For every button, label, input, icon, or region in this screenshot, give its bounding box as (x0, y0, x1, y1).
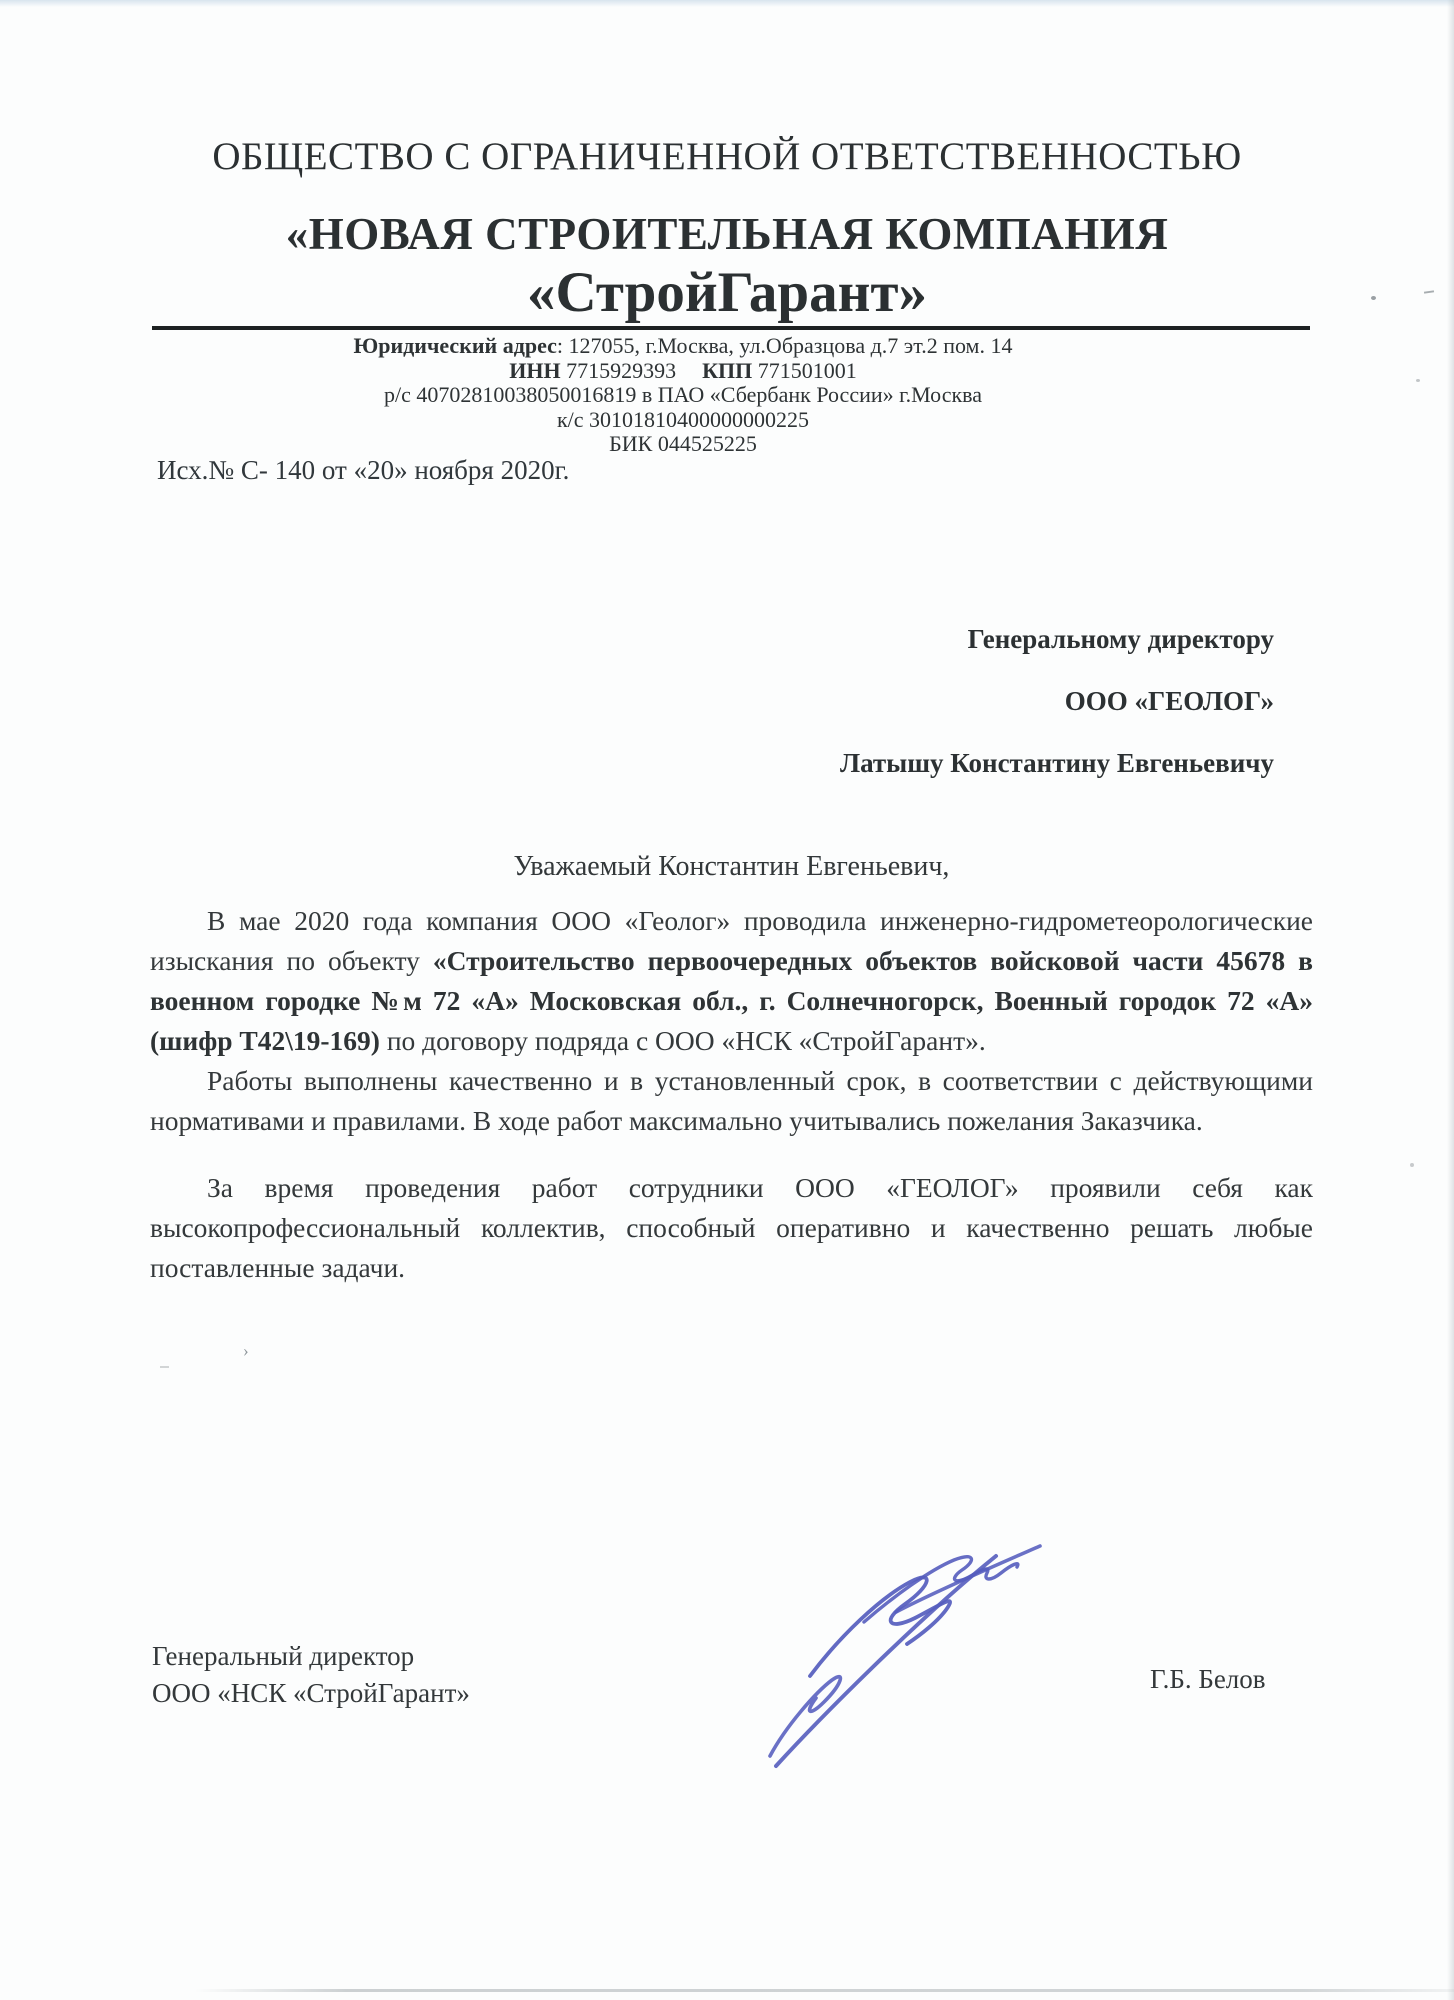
p1-bold-object-name: «Строительство первоочередных объектов войсковой части 45678 в военном городке №м 72 «А» Московская обл., г. Солнечногорск, Военный городок 72 «А» (шифр Т42\19-169) (150, 945, 1313, 1056)
addressee-block (840, 608, 1274, 794)
scan-speck (1424, 290, 1434, 293)
addressee-position: Генеральному директору (967, 624, 1274, 654)
p1-regular-start: В мае 2020 года компания ООО «Геолог» проводила инженерно-гидрометеорологические изыскания по объекту (150, 905, 1313, 976)
scan-artifact-right-edge (1447, 0, 1454, 2000)
outgoing-number-line: Исх.№ С- 140 от «20» ноября 2020г. (157, 455, 570, 485)
inn-kpp-line (93, 359, 1273, 384)
scan-artifact-top-edge (0, 0, 1454, 7)
body-paragraph-3: За время проведения работ сотрудники ООО «ГЕОЛОГ» проявили себя как высокопрофессиональный коллектив, способный оперативно и качественно решать любые поставленные задачи. (150, 1172, 1313, 1283)
kpp-value: 771501001 (757, 357, 857, 383)
company-name-line2: «СтройГарант» (527, 261, 927, 324)
org-type-line: ОБЩЕСТВО С ОГРАНИЧЕННОЙ ОТВЕТСТВЕННОСТЬЮ (212, 135, 1242, 178)
addressee-name: Латышу Константину Евгеньевичу (839, 748, 1274, 778)
handwritten-signature-ink (768, 1524, 1078, 1774)
legal-address-line (93, 334, 1273, 359)
body-paragraph-1 (150, 901, 1313, 1061)
scan-speck (1416, 379, 1420, 382)
signer-name: Г.Б. Белов (1150, 1664, 1266, 1694)
scan-speck (160, 1366, 169, 1368)
signer-title-line2: ООО «НСК «СтройГарант» (152, 1678, 470, 1708)
letterhead-divider-rule (152, 326, 1310, 330)
scan-speck (1410, 1163, 1414, 1167)
letterhead (137, 134, 1317, 325)
salutation-line: Уважаемый Константин Евгеньевич, (513, 851, 950, 882)
scan-artifact-bottom-line (195, 1989, 1454, 1992)
bik-line: БИК 044525225 (609, 431, 757, 456)
signer-title-line1: Генеральный директор (152, 1641, 415, 1671)
correspondent-account-line: к/с 30101810400000000225 (556, 406, 810, 432)
signer-title-block (152, 1638, 470, 1712)
kpp-label: КПП (702, 357, 753, 383)
inn-value: 7715929393 (566, 357, 677, 383)
body-paragraph-2: Работы выполнены качественно и в установленный срок, в соответствии с действующими нормативами и правилами. В ходе работ максимально учитывались пожелания Заказчика. (150, 1065, 1313, 1136)
signature-stroke (776, 1556, 996, 1766)
letter-body (150, 901, 1313, 1288)
legal-address-label: Юридический адрес (353, 333, 557, 358)
addressee-company: ООО «ГЕОЛОГ» (1064, 686, 1274, 716)
legal-address-value: : 127055, г.Москва, ул.Образцова д.7 эт.2 пом. 14 (556, 333, 1013, 358)
settlement-account-line: р/с 40702810038050016819 в ПАО «Сбербанк России» г.Москва (383, 382, 983, 407)
signature-stroke (770, 1677, 840, 1756)
scan-speck-glyph: › (243, 1341, 249, 1360)
inn-label: ИНН (509, 357, 561, 383)
scan-speck (1371, 296, 1376, 300)
p1-regular-end: по договору подряда с ООО «НСК «СтройГарант». (379, 1025, 986, 1056)
letterhead-requisites (93, 334, 1273, 457)
company-name-line1: «НОВАЯ СТРОИТЕЛЬНАЯ КОМПАНИЯ (285, 209, 1169, 259)
